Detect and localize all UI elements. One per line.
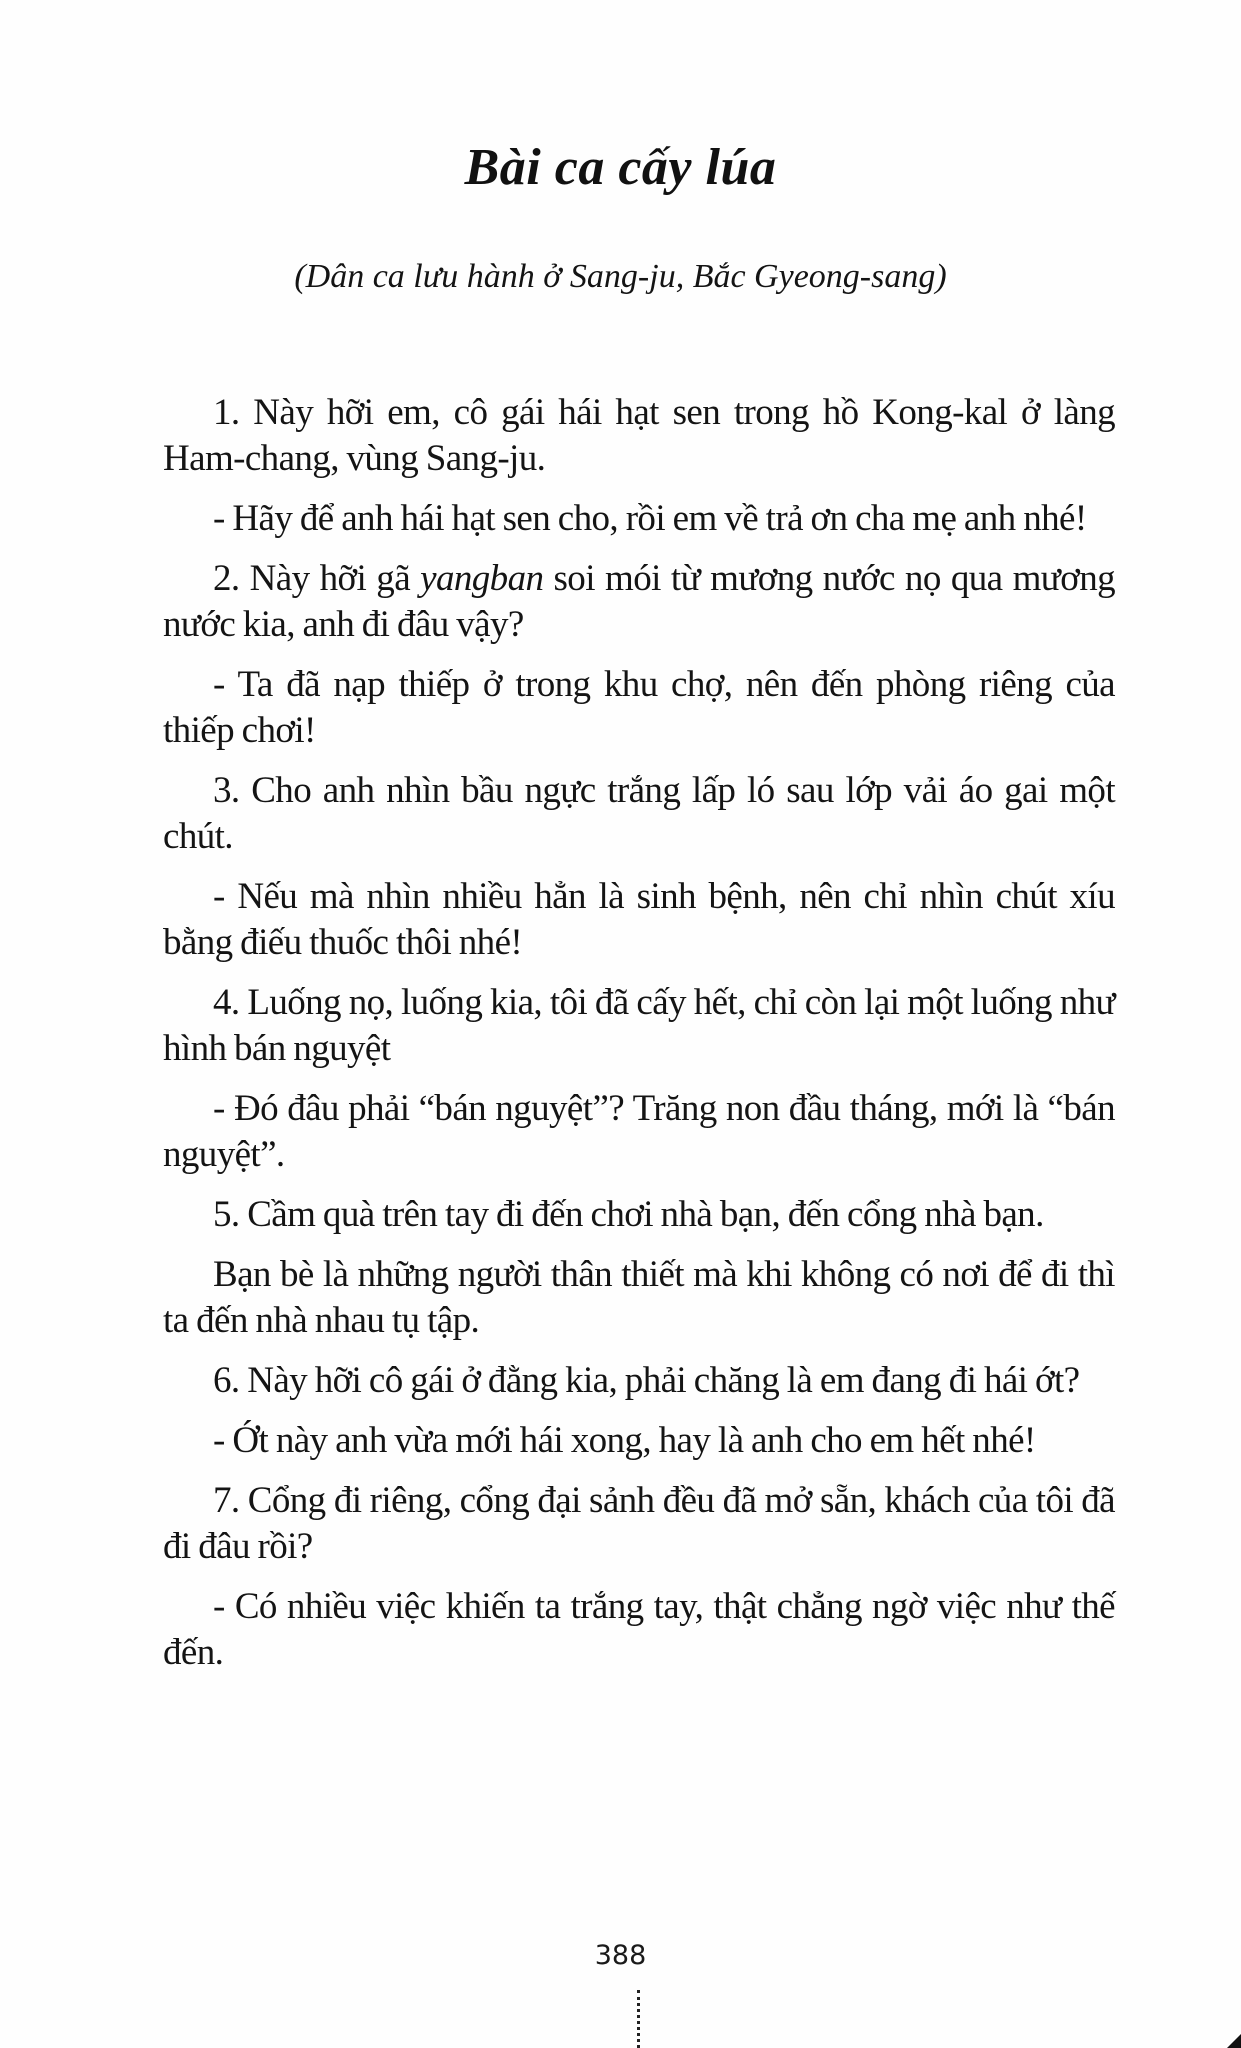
poem-title: Bài ca cấy lúa <box>464 139 777 196</box>
verse-2-response: - Ta đã nạp thiếp ở trong khu chợ, nên đến phòng riêng của thiếp chơi! <box>163 664 1115 751</box>
verse-3-call: 3. Cho anh nhìn bầu ngực trắng lấp ló sau lớp vải áo gai một chút. <box>163 770 1115 857</box>
verse-6-response: - Ớt này anh vừa mới hái xong, hay là anh cho em hết nhé! <box>213 1420 1036 1461</box>
poem-subtitle: (Dân ca lưu hành ở Sang-ju, Bắc Gyeong-sang) <box>294 258 947 295</box>
page-number: 388 <box>594 1940 647 1971</box>
verse-2-call-after: soi mói từ mương nước nọ qua mương nước kia, anh đi đâu vậy? <box>163 558 1115 645</box>
verse-1-response: - Hãy để anh hái hạt sen cho, rồi em về trả ơn cha mẹ anh nhé! <box>213 498 1087 539</box>
poem-body <box>163 390 1115 1690</box>
verse-6-call: 6. Này hỡi cô gái ở đằng kia, phải chăng là em đang đi hái ớt? <box>213 1360 1080 1401</box>
verse-5-call: 5. Cầm quà trên tay đi đến chơi nhà bạn, đến cổng nhà bạn. <box>213 1194 1044 1235</box>
verse-7-response: - Có nhiều việc khiến ta trắng tay, thật chẳng ngờ việc như thế đến. <box>163 1586 1115 1673</box>
verse-4-call: 4. Luống nọ, luống kia, tôi đã cấy hết, chỉ còn lại một luống như hình bán nguyệt <box>163 982 1115 1069</box>
verse-3-response: - Nếu mà nhìn nhiều hẳn là sinh bệnh, nên chỉ nhìn chút xíu bằng điếu thuốc thôi nhé! <box>163 876 1115 963</box>
verse-5-response: Bạn bè là những người thân thiết mà khi không có nơi để đi thì ta đến nhà nhau tụ tập. <box>163 1254 1115 1341</box>
verse-4-response: - Đó đâu phải “bán nguyệt”? Trăng non đầu tháng, mới là “bán nguyệt”. <box>163 1088 1115 1175</box>
verse-2-call <box>163 556 1115 648</box>
verse-2-call-before: 2. Này hỡi gã <box>213 558 421 599</box>
verse-7-call: 7. Cổng đi riêng, cổng đại sảnh đều đã mở sẵn, khách của tôi đã đi đâu rồi? <box>163 1480 1115 1567</box>
italic-term-yangban: yangban <box>420 558 544 599</box>
verse-1-call: 1. Này hỡi em, cô gái hái hạt sen trong hồ Kong-kal ở làng Ham-chang, vùng Sang-ju. <box>163 392 1115 479</box>
corner-mark-icon <box>1227 2034 1241 2048</box>
dotted-divider-line <box>637 1990 640 2048</box>
